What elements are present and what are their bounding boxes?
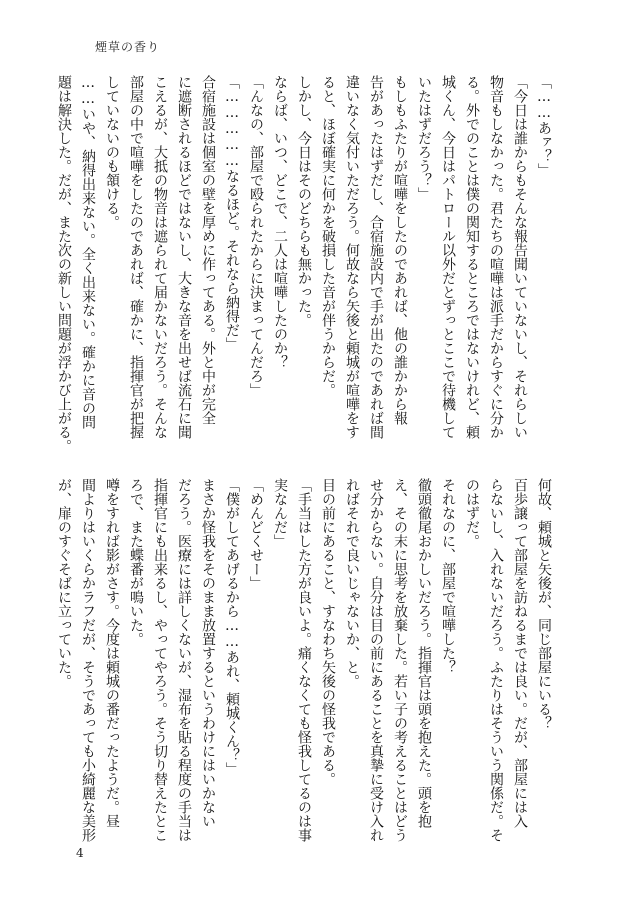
text-line: まさか怪我をそのまま放置するというわけにはいかない — [200, 478, 216, 828]
text-line: る。外でのことは僕の関知するところではないけれど、頼 — [464, 75, 480, 439]
text-line: していないのも頷ける。 — [104, 75, 120, 229]
text-line: 部屋の中で喧嘩をしたのであれば、確かに、指揮官が把握 — [128, 75, 144, 439]
text-line: ならば、いつ、どこで、二人は喧嘩したのか？ — [272, 75, 288, 369]
text-line: いたはずだろう？」 — [416, 75, 432, 201]
text-line: のはずだ。 — [464, 478, 480, 548]
text-line: らないし、入れないだろう。ふたりはそういう関係だ。そ — [488, 478, 504, 842]
text-line: 百歩譲って部屋を訪ねるまでは良い。だが、部屋には入 — [512, 478, 528, 828]
text-line: ろで、また蝶番が鳴いた。 — [128, 478, 144, 646]
text-line: 違いなく気付いただろう。何故なら矢後と頼城が喧嘩をす — [344, 75, 360, 439]
text-line: 実なんだ」 — [272, 478, 288, 548]
text-line: 間よりはいくらかラフだが、そうであっても小綺麗な美形 — [80, 478, 96, 842]
text-line: 城くん、今日はパトロール以外だとずっとここで待機して — [440, 75, 456, 439]
text-line: 物音もしなかった。君たちの喧嘩は派手だからすぐに分か — [488, 75, 504, 439]
text-line: こえるが、大抵の物音は遮られて届かないだろう。そんな — [152, 75, 168, 439]
text-line: 題は解決した。だが、また次の新しい問題が浮かび上がる。 — [56, 75, 72, 453]
text-line: 「今日は誰からもそんな報告聞いていないし、それらしい — [512, 75, 528, 439]
text-line: ると、ほぼ確実に何かを破損した音が伴うからだ。 — [320, 75, 336, 397]
text-line: 徹頭徹尾おかしいだろう。指揮官は頭を抱えた。頭を抱 — [416, 478, 432, 828]
text-line: 「手当はした方が良いよ。痛くなくても怪我してるのは事 — [296, 478, 312, 842]
text-line: 「……あァ？」 — [536, 75, 552, 177]
text-line: ればそれで良いじゃないか、と。 — [344, 478, 360, 688]
text-line: 合宿施設は個室の壁を厚めに作ってある。外と中が完全 — [200, 75, 216, 425]
text-line: 「僕がしてあげるから……あれ、頼城くん？」 — [224, 478, 240, 776]
text-line: 目の前にあること、すなわち矢後の怪我である。 — [320, 478, 336, 786]
text-line: だろう。医療には詳しくないが、湿布を貼る程度の手当は — [176, 478, 192, 842]
text-line: 指揮官にも出来るし、やってやろう。そう切り替えたとこ — [152, 478, 168, 842]
text-line: 告があったはずだし、合宿施設内で手が出たのであれば間 — [368, 75, 384, 439]
text-line: せ分からない。自分は目の前にあることを真摯に受け入れ — [368, 478, 384, 842]
running-title: 煙草の香り — [95, 40, 161, 54]
text-line: が、扉のすぐそばに立っていた。 — [56, 478, 72, 688]
text-line: 何故、頼城と矢後が、同じ部屋にいる？ — [536, 478, 552, 730]
text-line: に遮断されるほどではないし、大きな音を出せば流石に聞 — [176, 75, 192, 439]
text-line: 「めんどくせー」 — [248, 478, 264, 590]
text-line: ……いや、納得出来ない。全く出来ない。確かに音の問 — [80, 75, 96, 429]
text-line: え、その末に思考を放棄した。若い子の考えることはどう — [392, 478, 408, 842]
upper-text-block — [56, 75, 556, 453]
lower-text-block — [56, 478, 556, 842]
text-line: もしもふたりが喧嘩をしたのであれば、他の誰かから報 — [392, 75, 408, 425]
text-line: 「んなの、部屋で殴られたからに決まってんだろ」 — [248, 75, 264, 397]
page-number: 4 — [76, 846, 84, 860]
text-line: 噂をすれば影がさす。今度は頼城の番だったようだ。昼 — [104, 478, 120, 828]
text-line: しかし、今日はそのどちらも無かった。 — [296, 75, 312, 327]
text-line: 「……………なるほど。それなら納得だ」 — [224, 75, 240, 351]
text-line: それなのに、部屋で喧嘩した？ — [440, 478, 456, 674]
